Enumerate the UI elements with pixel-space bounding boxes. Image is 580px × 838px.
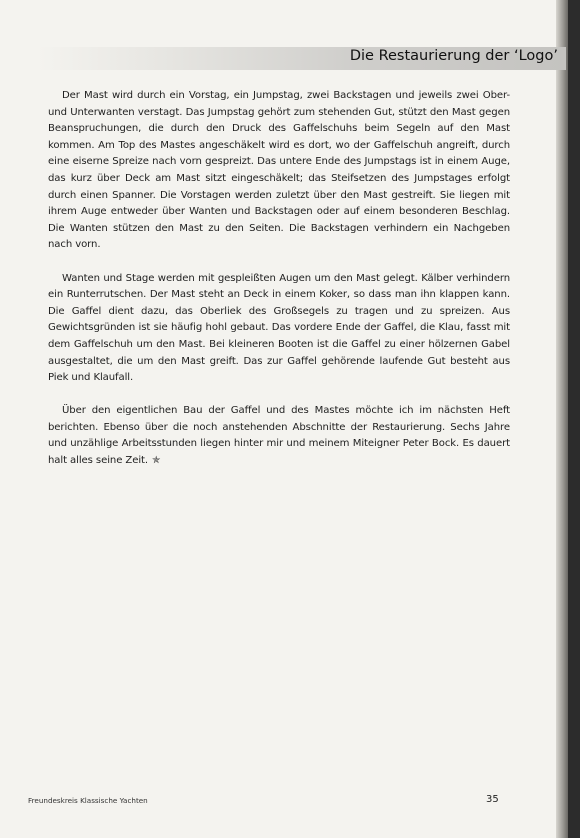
paragraph-2 bbox=[48, 271, 510, 387]
article-body bbox=[48, 88, 510, 470]
paragraph-3 bbox=[48, 403, 510, 469]
page-edge-shadow bbox=[556, 0, 568, 838]
paragraph-1-text: Der Mast wird durch ein Vorstag, ein Jumpstag, zwei Backstagen und jeweils zwei Ober- und Unterwanten verstagt. Das Jumpstag gehört zum stehenden Gut, stützt den Mast gegen Beanspruchungen, die durch den Druck des Gaffelschuhs beim Segeln auf den Mast kommen. Am Top des Mastes angeschäkelt wird es dort, wo der Gaffelschuh angreift, durch eine eiserne Spreize nach vorn gespreizt. Das untere Ende des Jumpstags ist in einem Auge, das kurz über Deck am Mast sitzt eingeschäkelt; das Steifsetzen des Jumpstages erfolgt durch einen Spanner. Die Vorstagen werden zuletzt über den Mast gestreift. Sie liegen mit ihrem Auge entweder über Wanten und Backstagen oder auf einem besonderen Beschlag. Die Wanten stützen den Mast zu den Seiten. Die Backstagen verhindern ein Nachgeben nach vorn. bbox=[48, 90, 510, 251]
article-title: Die Restaurierung der ‘Logo’ bbox=[349, 48, 558, 64]
paragraph-3-text: Über den eigentlichen Bau der Gaffel und des Mastes möchte ich im nächsten Heft berichten. Ebenso über die noch anstehenden Abschnitte der Restaurierung. Sechs Jahre und unzählige Arbeitsstunden liegen hinter mir und meinem Miteigner Peter Bock. Es dauert halt alles seine Zeit. bbox=[48, 405, 510, 467]
footer-publication: Freundeskreis Klassische Yachten bbox=[28, 796, 148, 805]
running-header bbox=[38, 47, 566, 70]
page-number: 35 bbox=[486, 794, 499, 805]
end-of-article-star-icon: ✯ bbox=[152, 455, 161, 467]
paragraph-2-text: Wanten und Stage werden mit gespleißten Augen um den Mast gelegt. Kälber verhindern ein Runterrutschen. Der Mast steht an Deck in einem Koker, so dass man ihn klappen kann. Die Gaffel dient dazu, das Oberliek des Großsegels zu tragen und zu spreizen. Aus Gewichtsgründen ist sie häufig hohl gebaut. Das vordere Ende der Gaffel, die Klau, fasst mit dem Gaffelschuh um den Mast. Bei kleineren Booten ist die Gaffel zu einer hölzernen Gabel ausgestaltet, die um den Mast greift. Das zur Gaffel gehörende laufende Gut besteht aus Piek und Klaufall. bbox=[48, 272, 510, 384]
scan-background bbox=[568, 0, 580, 838]
paragraph-1 bbox=[48, 88, 510, 254]
